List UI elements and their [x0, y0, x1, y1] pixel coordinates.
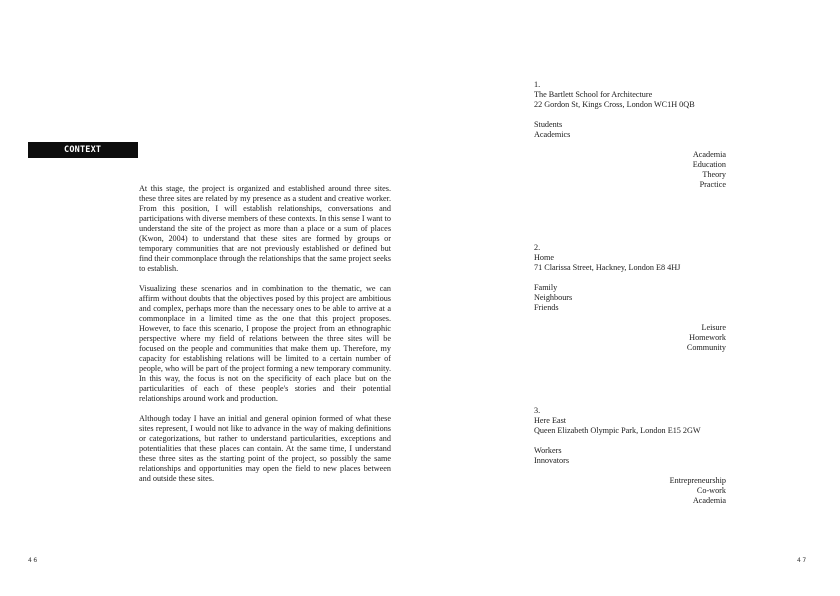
site-2: [534, 243, 726, 353]
site-keyword: Leisure: [701, 323, 726, 332]
site-keyword: Co-work: [696, 486, 726, 495]
site-address: 71 Clarissa Street, Hackney, London E8 4HJ: [534, 263, 681, 272]
site-name: The Bartlett School for Architecture: [534, 90, 653, 99]
site-group: Friends: [534, 303, 559, 312]
site-name: Here East: [534, 416, 567, 425]
site-3: [534, 406, 726, 506]
site-keyword: Practice: [699, 180, 726, 189]
site-number: 2.: [534, 243, 541, 252]
site-keyword: Theory: [702, 170, 726, 179]
site-group: Workers: [534, 446, 562, 455]
site-keywords: [534, 323, 726, 353]
site-address: 22 Gordon St, Kings Cross, London WC1H 0QB: [534, 100, 695, 109]
site-number: 1.: [534, 80, 541, 89]
site-keyword: Academia: [692, 496, 726, 505]
paragraph-1: At this stage, the project is organized and established around three sites. these three sites are related by my presence as a student and creative worker. From this position, I will establish relationships, conversations and participations with diverse members of these contexts. In this sense I want to understand the site of the project as more than a place or a sum of places (Kwon, 2004) to understand that these sites are formed by groups or temporary communities that are not previously established or defined but find their commonplace through the relationships that the same project seeks to establish.: [139, 184, 391, 273]
site-keyword: Education: [692, 160, 726, 169]
site-group: Neighbours: [534, 293, 573, 302]
paragraph-2: Visualizing these scenarios and in combination to the thematic, we can affirm without doubts that the objectives posed by this project are ambitious and complex, perhaps more than the necessary ones to be able to arrive at a commonplace in a limited time as the one that this project proposes. However, to face this scenario, I propose the project from an ethnographic perspective where my field of relations between the three sites will be focused on the people and communities that make them up. Therefore, my capacity for establishing relations will be limited to a certain number of people, who will be part of the project forming a new temporary community. In this way, the focus is not on the specificity of each place but on the particularities of each of these people's stories and their potential relationships around work and production.: [139, 284, 391, 403]
body-text: [139, 184, 391, 494]
site-keyword: Homework: [689, 333, 726, 342]
section-label: CONTEXT: [28, 142, 138, 158]
site-keyword: Academia: [692, 150, 726, 159]
site-keywords: [534, 476, 726, 506]
site-address: Queen Elizabeth Olympic Park, London E15 2GW: [534, 426, 701, 435]
site-keyword: Entrepreneurship: [669, 476, 726, 485]
site-name: Home: [534, 253, 555, 262]
site-group: Students: [534, 120, 563, 129]
site-1: [534, 80, 726, 190]
site-group: Family: [534, 283, 558, 292]
site-keywords: [534, 150, 726, 190]
site-number: 3.: [534, 406, 541, 415]
site-keyword: Community: [686, 343, 726, 352]
page-number-right: 47: [797, 557, 808, 564]
site-group: Innovators: [534, 456, 570, 465]
site-group: Academics: [534, 130, 571, 139]
paragraph-3: Although today I have an initial and general opinion formed of what these sites represent, I would not like to advance in the way of making definitions or categorizations, but rather to understand particularities, exceptions and potentialities that these places can contain. At the same time, I understand these three sites as the starting point of the project, so possibly the same relationships and opportunities may open the field to new places between and outside these sites.: [139, 414, 391, 483]
page-number-left: 46: [28, 557, 39, 564]
